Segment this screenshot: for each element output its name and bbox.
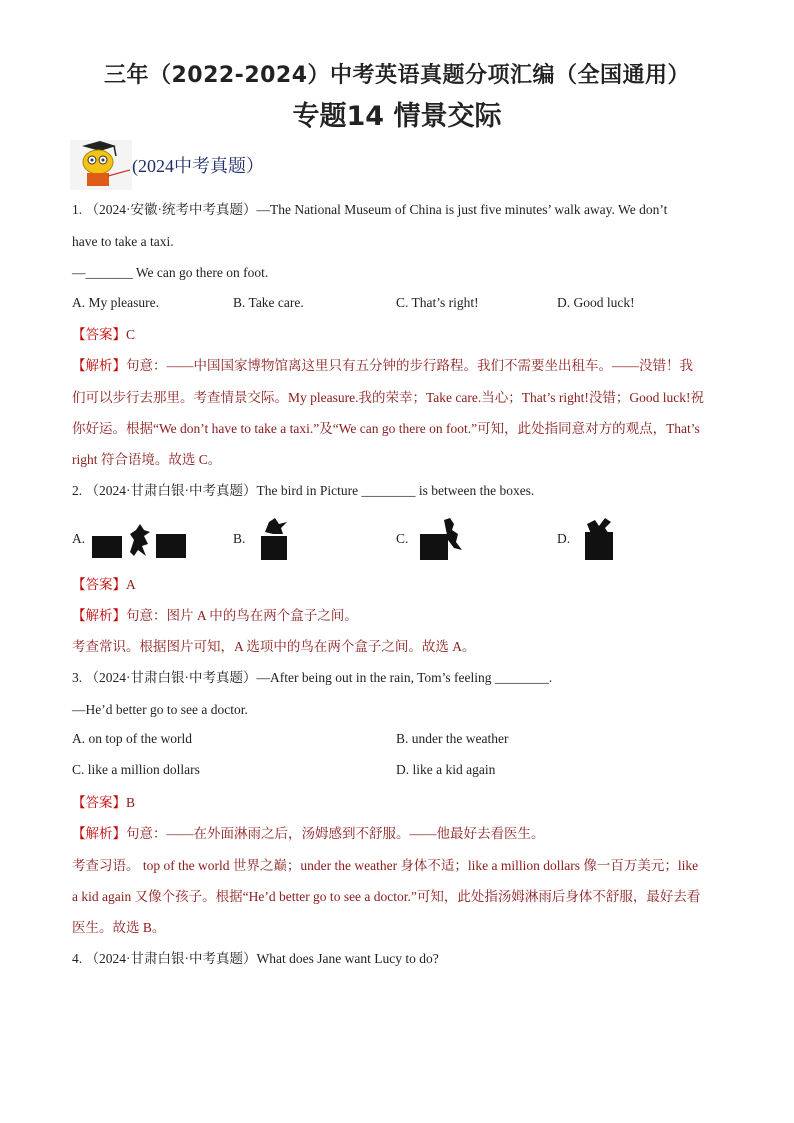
q3-option-d: D. like a kid again: [396, 762, 496, 777]
answer-value: C: [126, 327, 136, 342]
option-letter: C.: [396, 531, 409, 546]
bird-between-boxes-image: [90, 522, 190, 562]
answer-value: A: [126, 577, 136, 592]
answer-value: B: [126, 795, 136, 810]
analysis-label: 【解析】: [72, 826, 126, 841]
q1-option-b: B. Take care.: [233, 295, 304, 310]
q2-option-a: [72, 522, 192, 562]
q1-analysis-line2: 们可以步行去那里。考查情景交际。My pleasure.我的荣幸；Take care.当心；That’s right!没错；Good luck!祝: [72, 390, 704, 405]
bird-beside-box-image: [418, 516, 468, 562]
q3-analysis-line3: a kid again 又像个孩子。根据“He’d better go to see a doctor.”可知，此处指汤姆淋雨后身体不舒服，最好去看: [72, 889, 701, 904]
bird-on-box-image: [255, 516, 295, 562]
q1-line2: have to take a taxi.: [72, 234, 174, 249]
q3-analysis-line4: 医生。故选 B。: [72, 920, 166, 935]
q3-option-b: B. under the weather: [396, 731, 509, 746]
q2-analysis-line1: [72, 606, 358, 626]
analysis-text: 句意：——在外面淋雨之后，汤姆感到不舒服。——他最好去看医生。: [126, 826, 545, 841]
analysis-text: 句意：图片 A 中的鸟在两个盒子之间。: [126, 608, 358, 623]
option-letter: A.: [72, 531, 86, 546]
q2-answer: [72, 575, 136, 595]
analysis-label: 【解析】: [72, 358, 126, 373]
q2-stem: 2. （2024·甘肃白银·中考真题）The bird in Picture ________ is between the boxes.: [72, 483, 535, 498]
q3-line1: 3. （2024·甘肃白银·中考真题）—After being out in the rain, Tom’s feeling ________.: [72, 670, 553, 685]
q1-line3: —_______ We can go there on foot.: [72, 265, 269, 280]
q1-option-c: C. That’s right!: [396, 295, 479, 310]
q1-answer: [72, 325, 135, 345]
page-subtitle: 专题14 情景交际: [292, 101, 502, 132]
analysis-label: 【解析】: [72, 608, 126, 623]
q2-option-b: [233, 522, 313, 562]
analysis-text: 句意：——中国国家博物馆离这里只有五分钟的步行路程。我们不需要坐出租车。——没错！我: [126, 358, 693, 373]
option-letter: D.: [557, 531, 571, 546]
q3-answer: [72, 793, 135, 813]
q3-analysis-line2: 考查习语。 top of the world 世界之巅；under the weather 身体不适；like a million dollars 像一百万美元；like: [72, 858, 699, 873]
section-label: (2024中考真题）: [132, 156, 264, 176]
q1-analysis-line1: [72, 356, 693, 376]
q2-option-d: [557, 522, 637, 562]
q3-option-a: A. on top of the world: [72, 731, 192, 746]
answer-label: 【答案】: [72, 327, 126, 342]
option-letter: B.: [233, 531, 246, 546]
q2-option-c: [396, 522, 476, 562]
bird-in-box-image: [579, 516, 619, 562]
q3-line2: —He’d better go to see a doctor.: [72, 702, 248, 717]
page-title: 三年（2022-2024）中考英语真题分项汇编（全国通用）: [103, 63, 691, 88]
answer-label: 【答案】: [72, 795, 126, 810]
q2-analysis-line2: 考查常识。根据图片可知，A 选项中的鸟在两个盒子之间。故选 A。: [72, 639, 476, 654]
mascot-teacher-icon: [70, 140, 132, 190]
answer-label: 【答案】: [72, 577, 126, 592]
q1-line1: 1. （2024·安徽·统考中考真题）—The National Museum of China is just five minutes’ walk away. We don’t: [72, 202, 668, 217]
q1-option-a: A. My pleasure.: [72, 295, 159, 310]
q3-analysis-line1: [72, 824, 545, 844]
q3-option-c: C. like a million dollars: [72, 762, 200, 777]
q1-analysis-line3: 你好运。根据“We don’t have to take a taxi.”及“We can go there on foot.”可知，此处指同意对方的观点，That’s: [72, 421, 700, 436]
q4-stem: 4. （2024·甘肃白银·中考真题）What does Jane want Lucy to do?: [72, 951, 439, 966]
q1-analysis-line4: right 符合语境。故选 C。: [72, 452, 222, 467]
q1-option-d: D. Good luck!: [557, 295, 635, 310]
